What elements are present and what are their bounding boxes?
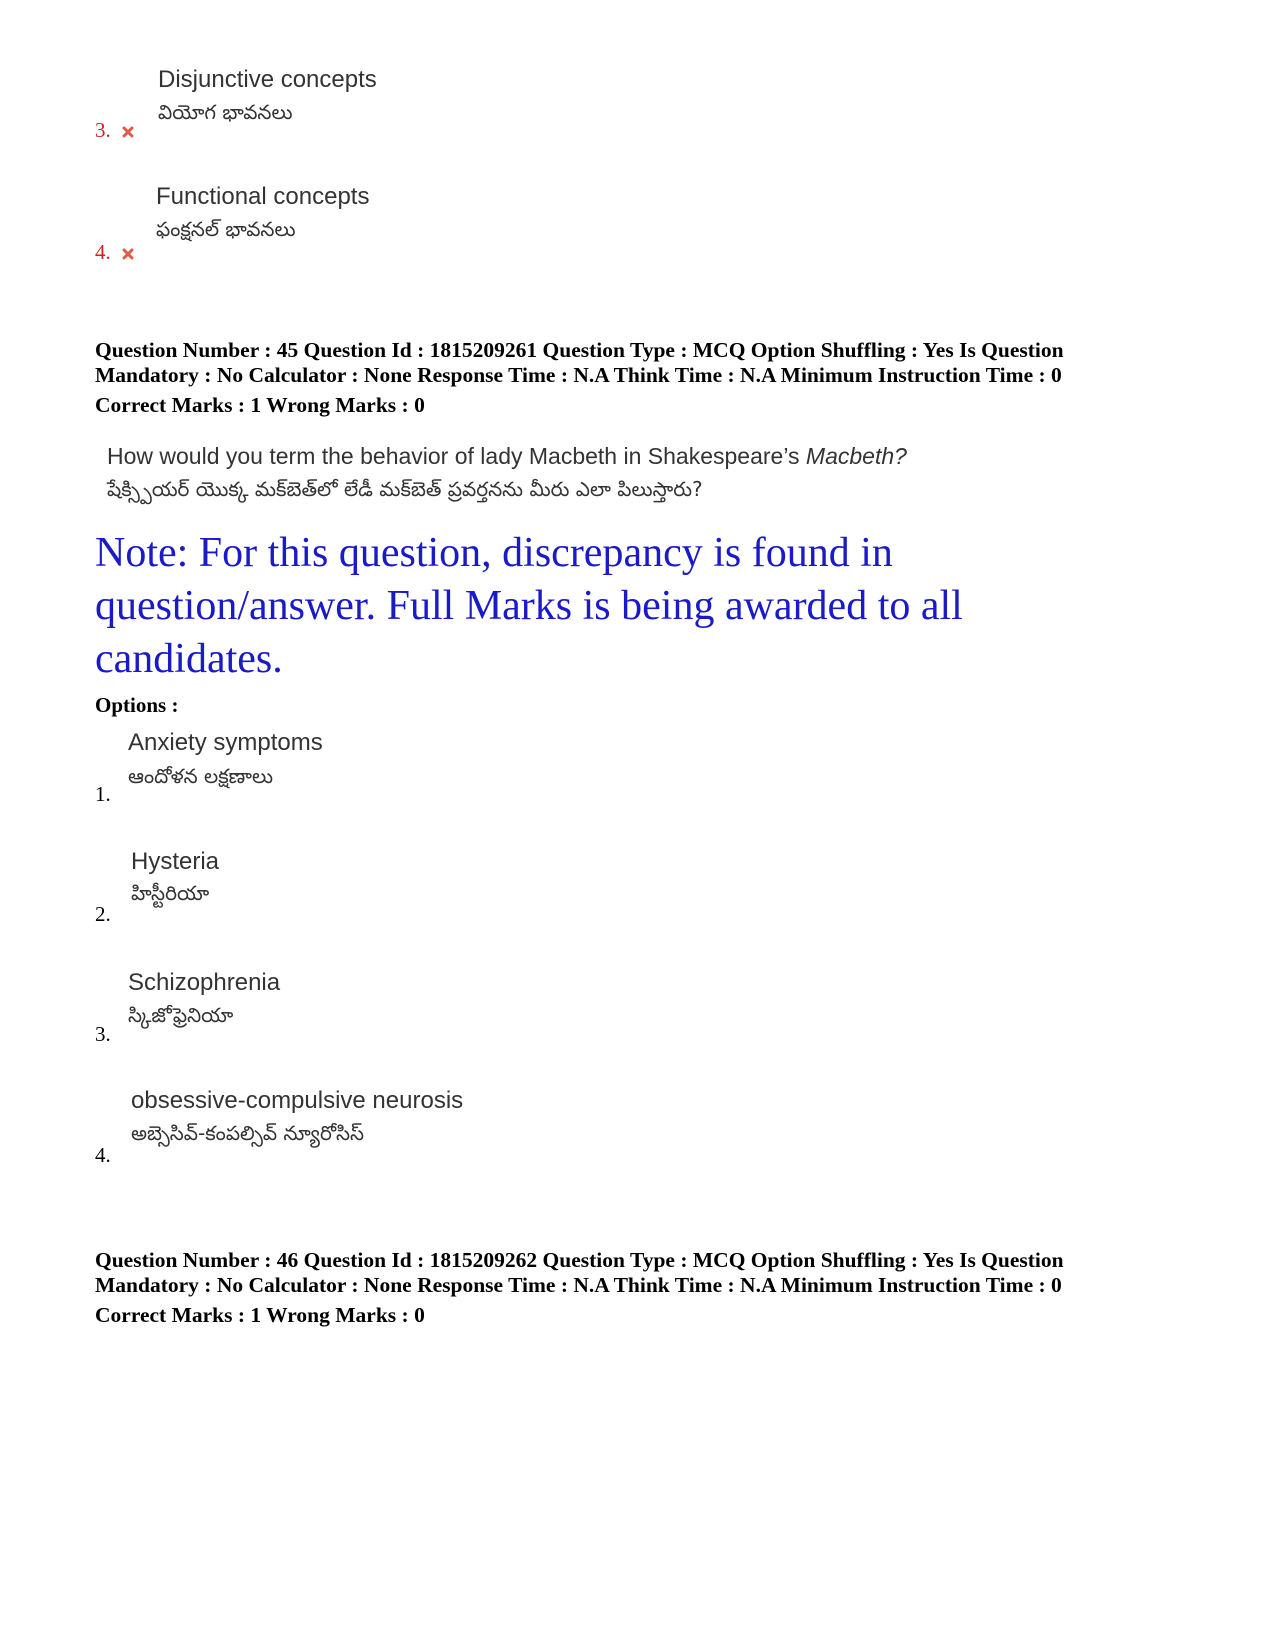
cross-icon [122, 248, 134, 260]
q45-question-en-prefix: How would you term the behavior of lady Macbeth in Shakespeare’s [107, 443, 806, 469]
q45-option-2-text-en: Hysteria [131, 848, 220, 875]
q45-option-3-text-te: స్కిజోఫ్రెనియా [128, 1003, 234, 1027]
q45-meta-line2: Mandatory : No Calculator : None Response Time : N.A Think Time : N.A Minimum Instruction Time : 0 [95, 363, 1062, 387]
q46-meta-line2: Mandatory : No Calculator : None Response Time : N.A Think Time : N.A Minimum Instruction Time : 0 [95, 1273, 1062, 1297]
q45-option-4-text-te: అబ్సెసివ్-కంపల్సివ్ న్యూరోసిస్ [131, 1121, 365, 1145]
prev-option-3-text-te: వియోగ భావనలు [158, 100, 293, 124]
q45-meta-line1: Question Number : 45 Question Id : 1815209261 Question Type : MCQ Option Shuffling : Yes Is Question [95, 338, 1064, 362]
q45-question-te: షేక్స్పియర్ యొక్క మక్‌బెత్‌లో లేడీ మక్‌బెత్ ప్రవర్తనను మీరు ఎలా పిలుస్తారు? [107, 477, 703, 501]
prev-option-3-number: 3. [95, 118, 111, 142]
prev-option-4-number: 4. [95, 240, 111, 264]
q45-option-2-number: 2. [95, 902, 111, 926]
q45-discrepancy-note: Note: For this question, discrepancy is found in question/answer. Full Marks is being awarded to all candidates. [95, 530, 963, 682]
q45-options-label: Options : [95, 693, 179, 717]
prev-option-3-text-en: Disjunctive concepts [158, 66, 377, 93]
q45-option-1-number: 1. [95, 782, 111, 806]
q45-option-1-text-te: ఆందోళన లక్షణాలు [128, 764, 274, 788]
q46-meta [95, 1248, 1064, 1328]
q46-meta-line3: Correct Marks : 1 Wrong Marks : 0 [95, 1303, 425, 1327]
q45-meta [95, 338, 1064, 418]
q45-question-en-italic: Macbeth? [805, 443, 907, 469]
q45-meta-line3: Correct Marks : 1 Wrong Marks : 0 [95, 393, 425, 417]
q45-option-4-number: 4. [95, 1143, 111, 1167]
q45-option-2-text-te: హిస్టీరియా [131, 881, 210, 905]
prev-option-4-text-en: Functional concepts [156, 183, 370, 210]
prev-option-3-number-row [95, 118, 134, 143]
q45-option-3-text-en: Schizophrenia [128, 969, 281, 996]
cross-icon [122, 126, 134, 138]
prev-option-4-text-te: ఫంక్షనల్ భావనలు [156, 217, 296, 241]
q46-meta-line1: Question Number : 46 Question Id : 1815209262 Question Type : MCQ Option Shuffling : Yes Is Question [95, 1248, 1064, 1272]
q45-option-4-text-en: obsessive-compulsive neurosis [131, 1087, 464, 1114]
q45-option-1-text-en: Anxiety symptoms [128, 729, 323, 756]
q45-option-3-number: 3. [95, 1022, 111, 1046]
q45-question-en [107, 443, 907, 470]
prev-option-4-number-row [95, 240, 134, 265]
